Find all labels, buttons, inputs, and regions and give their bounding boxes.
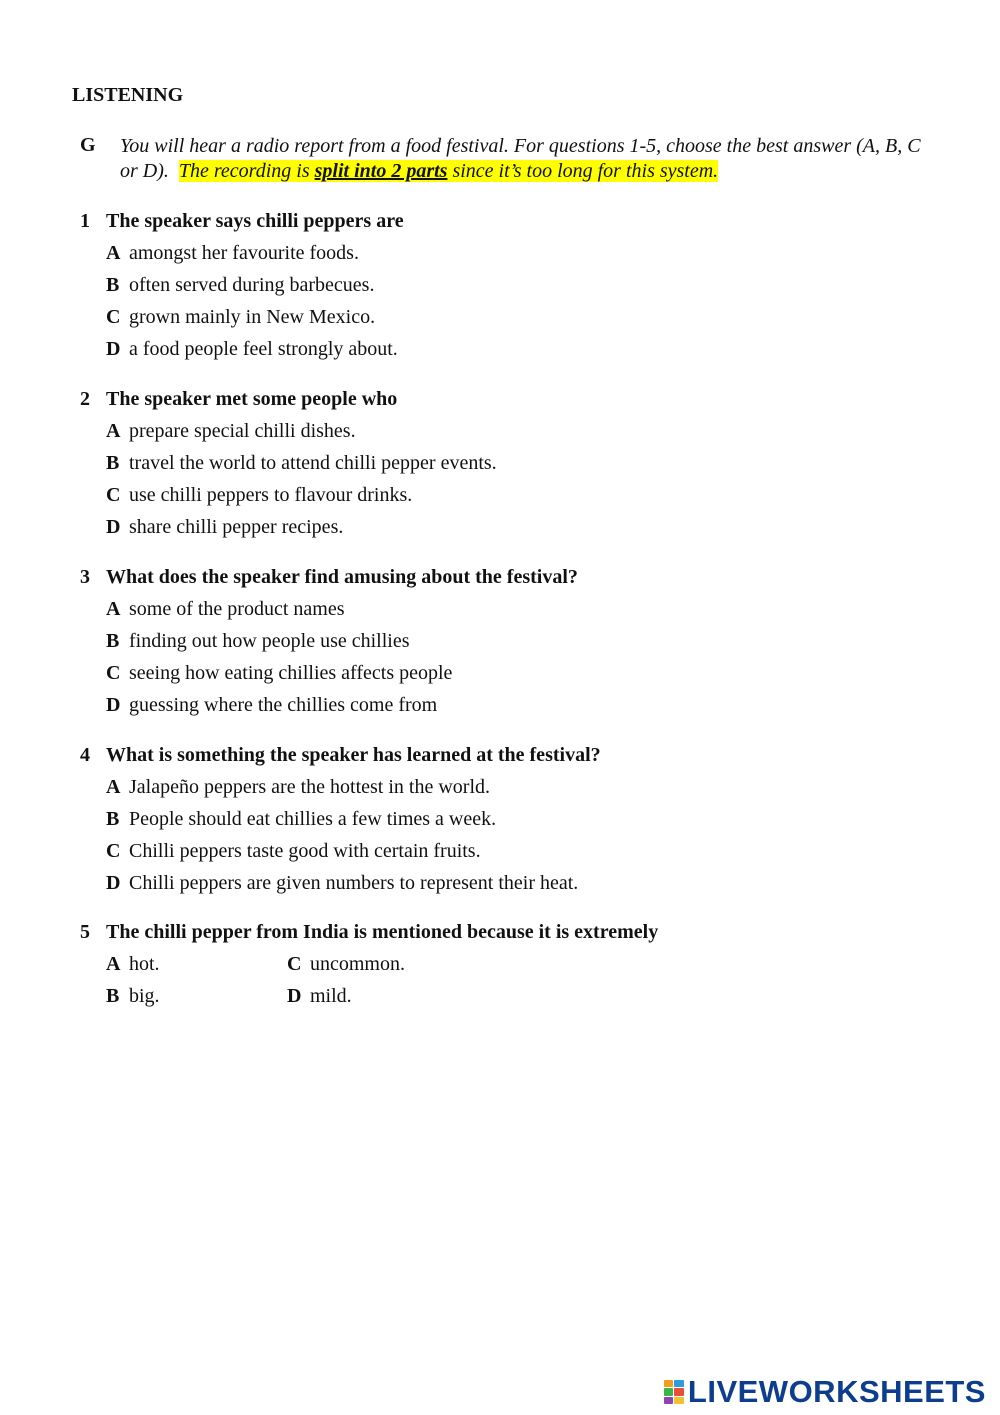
option-b[interactable] [80, 452, 960, 484]
option-c[interactable] [80, 662, 960, 694]
logo-text: LIVEWORKSHEETS [687, 1374, 986, 1409]
instructions [120, 134, 940, 184]
option-text: big. [129, 985, 160, 1007]
question-stem: What does the speaker find amusing about the festival? [106, 566, 578, 588]
option-b[interactable] [80, 274, 960, 306]
option-letter: D [106, 338, 121, 360]
question-3 [80, 566, 960, 726]
option-letter: C [106, 840, 121, 862]
option-text: Jalapeño peppers are the hottest in the world. [129, 776, 490, 798]
option-letter: D [106, 516, 121, 538]
option-c[interactable] [80, 306, 960, 338]
option-a[interactable] [106, 953, 287, 985]
highlighted-note [179, 160, 718, 182]
question-number: 2 [80, 388, 90, 410]
option-a[interactable] [80, 776, 960, 808]
option-a[interactable] [80, 598, 960, 630]
option-b[interactable] [80, 630, 960, 662]
option-d[interactable] [80, 516, 960, 548]
option-text: a food people feel strongly about. [129, 338, 398, 360]
option-text: amongst her favourite foods. [129, 242, 359, 264]
logo-mark-tile [664, 1397, 674, 1404]
option-letter: A [106, 953, 121, 975]
section-title: LISTENING [72, 84, 184, 106]
note-emphasis: split into 2 parts [314, 160, 448, 182]
liveworksheets-logo [664, 1374, 986, 1410]
option-c[interactable] [287, 953, 487, 985]
question-number: 5 [80, 921, 90, 943]
question-stem: What is something the speaker has learned at the festival? [106, 744, 601, 766]
option-text: grown mainly in New Mexico. [129, 306, 376, 328]
question-1 [80, 210, 960, 370]
question-stem: The speaker met some people who [106, 388, 398, 410]
option-d[interactable] [80, 694, 960, 726]
logo-mark-icon [664, 1380, 684, 1404]
option-c[interactable] [80, 484, 960, 516]
option-text: travel the world to attend chilli pepper events. [129, 452, 497, 474]
option-a[interactable] [80, 420, 960, 452]
logo-mark-tile [674, 1380, 684, 1387]
option-text: seeing how eating chillies affects people [129, 662, 453, 684]
question-number: 1 [80, 210, 90, 232]
option-letter: A [106, 598, 121, 620]
option-letter: B [106, 274, 120, 296]
question-number: 4 [80, 744, 90, 766]
option-text: prepare special chilli dishes. [129, 420, 356, 442]
question-4 [80, 744, 960, 904]
note-after: since it’s too long for this system. [452, 160, 719, 182]
option-letter: C [106, 306, 121, 328]
option-letter: D [106, 694, 121, 716]
question-5 [80, 921, 960, 1017]
logo-mark-tile [674, 1388, 684, 1395]
option-text: uncommon. [310, 953, 405, 975]
logo-mark-tile [664, 1388, 674, 1395]
option-text: People should eat chillies a few times a week. [129, 808, 497, 830]
option-letter: D [287, 985, 302, 1007]
option-letter: A [106, 776, 121, 798]
option-text: often served during barbecues. [129, 274, 375, 296]
option-letter: D [106, 872, 121, 894]
option-text: share chilli pepper recipes. [129, 516, 344, 538]
option-text: finding out how people use chillies [129, 630, 410, 652]
exercise-letter: G [80, 134, 96, 156]
note-before: The recording is [178, 160, 310, 182]
question-2 [80, 388, 960, 548]
option-letter: C [106, 662, 121, 684]
option-d[interactable] [287, 985, 487, 1017]
question-number: 3 [80, 566, 90, 588]
option-letter: B [106, 985, 120, 1007]
option-text: use chilli peppers to flavour drinks. [129, 484, 413, 506]
logo-mark-tile [674, 1397, 684, 1404]
option-letter: B [106, 630, 120, 652]
instructions-text: You will hear a radio report from a food festival. For questions 1-5, choose the best answer (A, B, C or D). [120, 135, 921, 182]
option-b[interactable] [80, 808, 960, 840]
option-text: guessing where the chillies come from [129, 694, 438, 716]
option-text: some of the product names [129, 598, 345, 620]
question-stem: The speaker says chilli peppers are [106, 210, 404, 232]
option-b[interactable] [106, 985, 287, 1017]
option-letter: C [106, 484, 121, 506]
option-text: mild. [310, 985, 352, 1007]
option-text: Chilli peppers are given numbers to represent their heat. [129, 872, 579, 894]
option-letter: A [106, 242, 121, 264]
logo-mark-tile [664, 1380, 674, 1387]
option-letter: B [106, 808, 120, 830]
option-text: hot. [129, 953, 160, 975]
option-text: Chilli peppers taste good with certain fruits. [129, 840, 481, 862]
option-letter: A [106, 420, 121, 442]
option-c[interactable] [80, 840, 960, 872]
option-a[interactable] [80, 242, 960, 274]
option-letter: B [106, 452, 120, 474]
option-d[interactable] [80, 872, 960, 904]
option-d[interactable] [80, 338, 960, 370]
option-letter: C [287, 953, 302, 975]
question-stem: The chilli pepper from India is mentioned because it is extremely [106, 921, 659, 943]
